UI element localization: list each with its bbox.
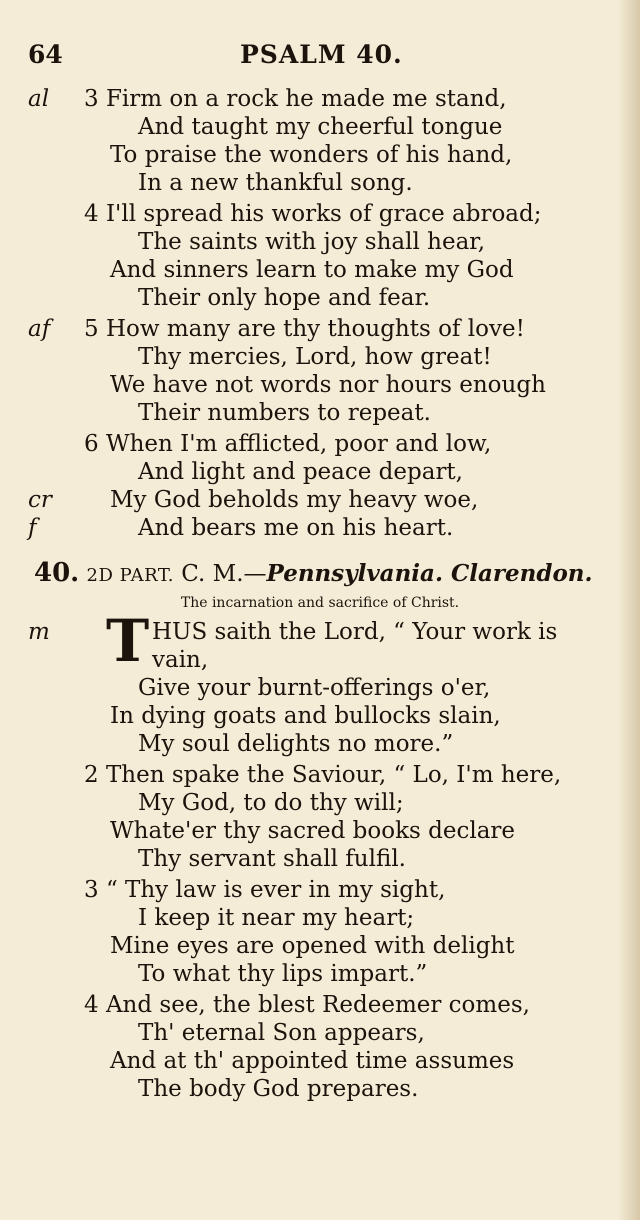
page-header [0,40,640,80]
running-title: PSALM 40. [240,40,403,69]
hymn-number: 40. [34,558,80,588]
verse-line: Mine eyes are opened with delight [110,933,515,959]
drop-cap: T [106,607,150,675]
verse-line: And sinners learn to make my God [110,257,514,283]
page-spine-shadow [618,0,640,1220]
dynamic-mark: f [28,515,37,541]
verse-line: My soul delights no more.” [138,731,454,757]
tune-names: Pennsylvania. Clarendon. [266,560,593,587]
verse-line: 4 I'll spread his works of grace abroad; [84,201,542,227]
dynamic-mark: cr [28,487,52,513]
verse-line: I keep it near my heart; [138,905,415,931]
page-number: 64 [28,40,63,69]
verse-line: To praise the wonders of his hand, [110,142,513,168]
verse-line: Their numbers to repeat. [138,400,431,426]
part-label: 2D PART. [86,565,174,586]
verse-line: To what thy lips impart.” [138,961,428,987]
verse-line: And light and peace depart, [138,459,463,485]
verse-line: Give your burnt-offerings o'er, [138,675,491,701]
hymn-subtitle: The incarnation and sacrifice of Christ. [180,595,460,611]
verse-line: In a new thankful song. [138,170,413,196]
verse-line: My God, to do thy will; [138,790,404,816]
verse-line: Their only hope and fear. [138,285,431,311]
verse-line: The body God prepares. [138,1076,419,1102]
verse-line: Thy servant shall fulfil. [138,846,406,872]
dynamic-mark: al [28,86,50,112]
verse-line: The saints with joy shall hear, [138,229,486,255]
verse-line: And taught my cheerful tongue [138,114,503,140]
meter-label: C. M.— [181,561,267,587]
dynamic-mark: m [28,619,50,645]
verse-line: In dying goats and bullocks slain, [110,703,501,729]
verse-line: And at th' appointed time assumes [110,1048,515,1074]
verse-line: Whate'er thy sacred books declare [110,818,516,844]
dynamic-mark: af [28,316,51,342]
verse-line: 6 When I'm afflicted, poor and low, [84,431,492,457]
verse-line: 3 Firm on a rock he made me stand, [84,86,507,112]
verse-line: We have not words nor hours enough [110,372,546,398]
verse-line: 4 And see, the blest Redeemer comes, [84,992,530,1018]
verse-line: Th' eternal Son appears, [138,1020,425,1046]
verse-line: HUS saith the Lord, “ Your work is [152,619,558,645]
verse-line: 2 Then spake the Saviour, “ Lo, I'm here, [84,762,562,788]
verse-line: 3 “ Thy law is ever in my sight, [84,877,446,903]
verse-line: vain, [152,647,209,673]
verse-line: Thy mercies, Lord, how great! [138,344,492,370]
verse-line: And bears me on his heart. [138,515,454,541]
verse-line: 5 How many are thy thoughts of love! [84,316,525,342]
verse-line: My God beholds my heavy woe, [110,487,479,513]
hymn-part-heading [34,560,593,586]
